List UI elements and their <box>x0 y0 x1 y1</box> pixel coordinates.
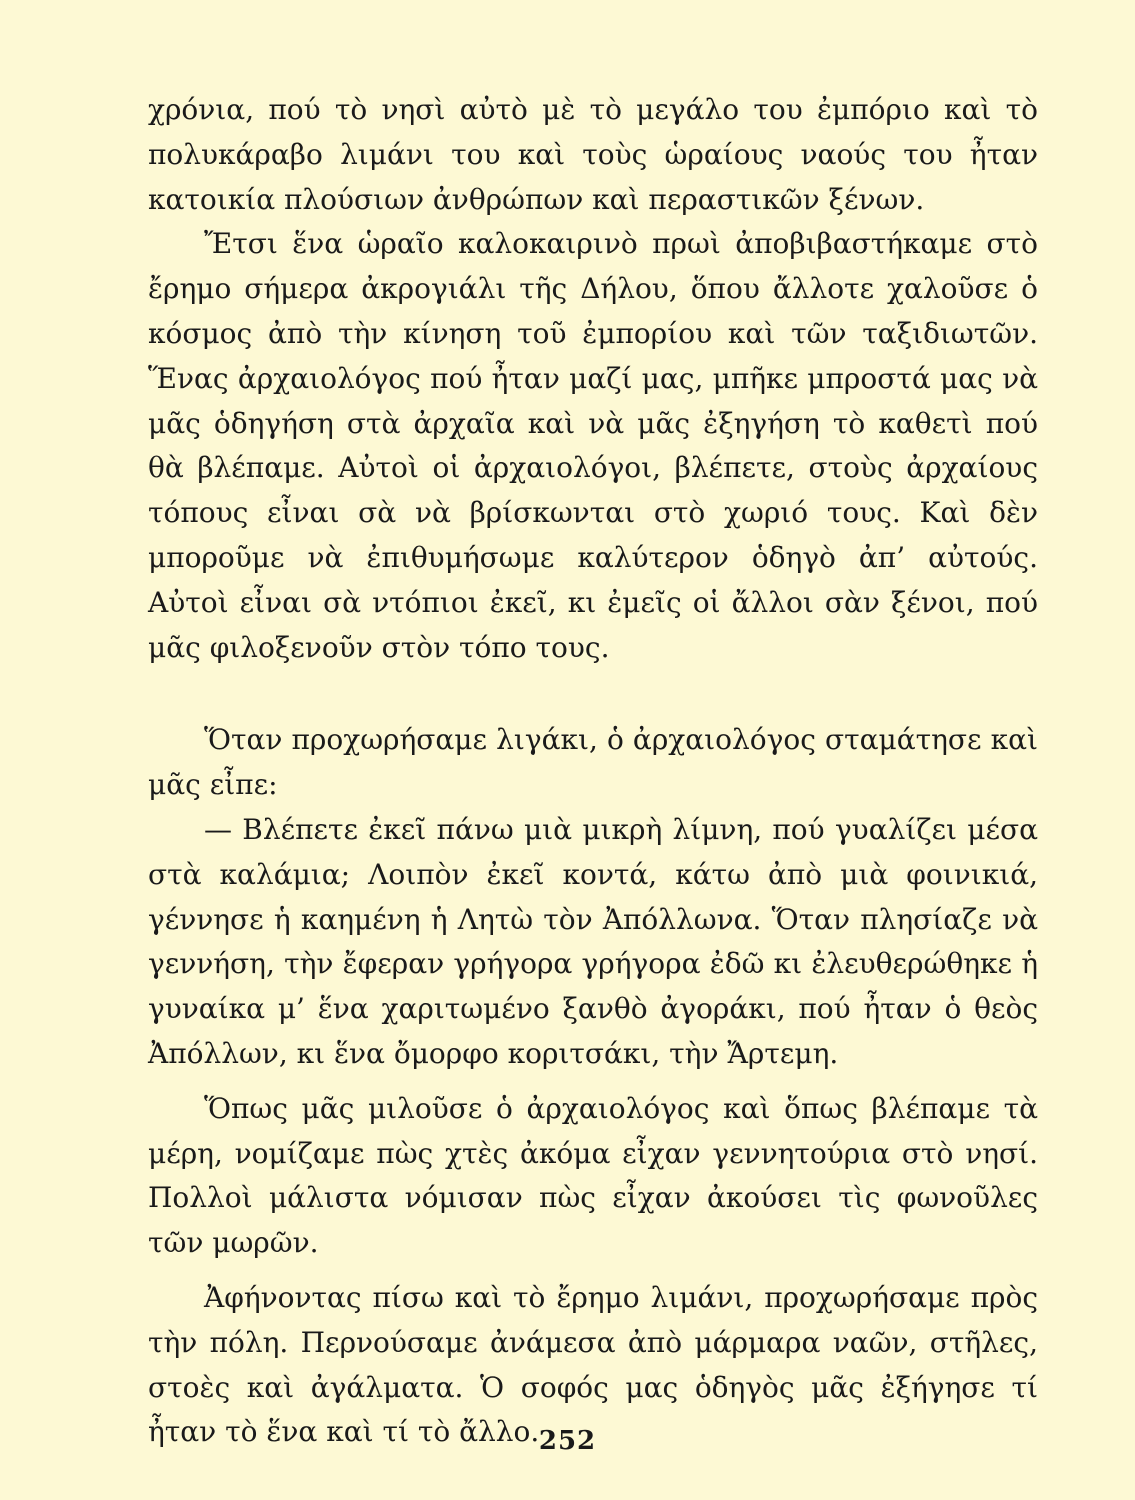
paragraph-3: Ὅταν προχωρήσαμε λιγάκι, ὁ ἀρχαιολόγος σταμάτησε καὶ μᾶς εἶπε: <box>148 723 1038 802</box>
paragraph-5: Ὅπως μᾶς μιλοῦσε ὁ ἀρχαιολόγος καὶ ὅπως βλέπαμε τὰ μέρη, νομίζαμε πὼς χτὲς ἀκόμα εἶχαν γεννητούρια στὸ νησί. Πολλοὶ μάλιστα νόμισαν πὼς εἶχαν ἀκούσει τὶς φωνοῦλες τῶν μωρῶν. <box>148 1091 1038 1260</box>
page-number: 252 <box>538 1426 597 1456</box>
paragraph-gap <box>148 1266 1038 1276</box>
body-text <box>148 88 1038 1455</box>
section-gap <box>148 670 1038 718</box>
paragraph-1: χρόνια, πού τὸ νησὶ αὐτὸ μὲ τὸ μεγάλο του ἐμπόριο καὶ τὸ πολυκάραβο λιμάνι του καὶ τοὺς ὡραίους ναούς του ἦταν κατοικία πλούσιων ἀνθρώπων καὶ περαστικῶν ξένων. <box>148 93 1038 216</box>
paragraph-4-dialogue: — Βλέπετε ἐκεῖ πάνω μιὰ μικρὴ λίμνη, πού γυαλίζει μέσα στὰ καλάμια; Λοιπὸν ἐκεῖ κοντά, κάτω ἀπὸ μιὰ φοινικιά, γέννησε ἡ καημένη ἡ Λητὼ τὸν Ἀπόλλωνα. Ὅταν πλησίαζε νὰ γεννήση, τὴν ἔφεραν γρήγορα γρήγορα ἐδῶ κι ἐλευθερώθηκε ἡ γυναίκα μ’ ἕνα χαριτωμένο ξανθὸ ἀγοράκι, πού ἦταν ὁ θεὸς Ἀπόλλων, κι ἕνα ὄμορφο κοριτσάκι, τὴν Ἄρτεμη. <box>148 812 1038 1070</box>
paragraph-6: Ἀφήνοντας πίσω καὶ τὸ ἔρημο λιμάνι, προχωρήσαμε πρὸς τὴν πόλη. Περνούσαμε ἀνάμεσα ἀπὸ μάρμαρα ναῶν, στῆλες, στοὲς καὶ ἀγάλματα. Ὁ σοφός μας ὁδηγὸς μᾶς ἐξήγησε τί ἦταν τὸ ἕνα καὶ τί τὸ ἄλλο. <box>148 1280 1038 1449</box>
paragraph-gap <box>148 1077 1038 1087</box>
paragraph-2: Ἔτσι ἕνα ὡραῖο καλοκαιρινὸ πρωὶ ἀποβιβαστήκαμε στὸ ἔρημο σήμερα ἀκρογιάλι τῆς Δήλου, ὅπου ἄλλοτε χαλοῦσε ὁ κόσμος ἀπὸ τὴν κίνηση τοῦ ἐμπορίου καὶ τῶν ταξιδιωτῶν. Ἕνας ἀρχαιολόγος πού ἦταν μαζί μας, μπῆκε μπροστά μας νὰ μᾶς ὁδηγήση στὰ ἀρχαῖα καὶ νὰ μᾶς ἐξηγήση τὸ καθετὶ πού θὰ βλέπαμε. Αὐτοὶ οἱ ἀρχαιολόγοι, βλέπετε, στοὺς ἀρχαίους τόπους εἶναι σὰ νὰ βρίσκωνται στὸ χωριό τους. Καὶ δὲν μποροῦμε νὰ ἐπιθυμήσωμε καλύτερον ὁδηγὸ ἀπ’ αὐτούς. Αὐτοὶ εἶναι σὰ ντόπιοι ἐκεῖ, κι ἐμεῖς οἱ ἄλλοι σὰν ξένοι, πού μᾶς φιλοξενοῦν στὸν τόπο τους. <box>148 227 1038 664</box>
